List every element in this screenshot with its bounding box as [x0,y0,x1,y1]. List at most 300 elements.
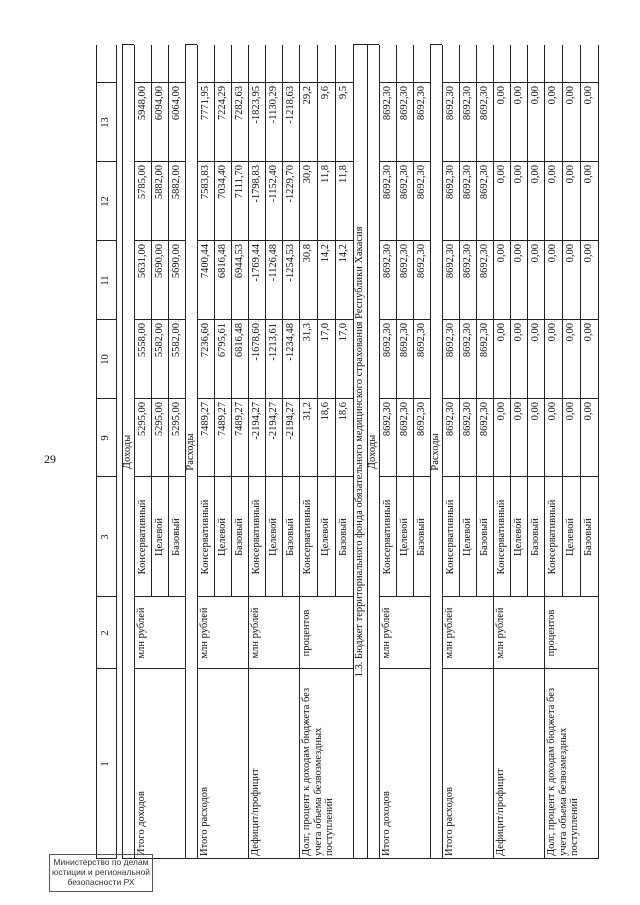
column-divider [544,161,562,162]
value-cell: 0,00 [565,402,576,421]
group-title: Доходы [367,434,378,470]
column-divider [168,161,185,162]
column-divider [510,476,527,477]
header-divider [96,82,116,83]
value-cell: 8692,30 [445,165,456,200]
value-cell: 5582,00 [154,323,165,358]
unit-label: млн рублей [199,607,210,659]
row-indicator-label: Итого расходов [444,787,455,856]
page-number: 29 [44,452,56,466]
column-divider [317,240,335,241]
ministry-stamp [49,854,153,892]
value-cell: 0,00 [530,402,541,421]
column-divider [168,319,185,320]
value-cell: -1678,60 [251,323,262,361]
scenario-label: Консервативный [382,499,393,575]
value-cell: -1218,63 [285,86,296,124]
value-cell: 6944,53 [234,244,245,279]
value-cell: 7282,63 [234,86,245,121]
value-cell: 9,6 [320,86,331,100]
value-cell: 0,00 [513,165,524,184]
column-divider [413,319,430,320]
column-divider [442,240,459,241]
scenario-label: Консервативный [302,499,313,575]
column-divider [197,82,214,83]
value-cell: 0,00 [496,165,507,184]
column-number-header: 11 [100,275,111,286]
stamp-line-1: Министерство по делам [53,857,149,867]
column-divider [231,82,248,83]
scenario-label: Базовый [479,518,490,556]
scenario-label: Консервативный [445,499,456,575]
value-cell: 8692,30 [382,244,393,279]
column-divider [544,398,562,399]
column-divider [231,240,248,241]
scenario-label: Целевой [217,518,228,556]
column-divider [580,240,598,241]
row-indicator-label: Долг, процент к доходам бюджета без учета объема безвозмездных поступлений [301,687,335,856]
column-divider [134,161,151,162]
unit-label: процентов [546,609,557,657]
value-cell: -1234,48 [285,323,296,361]
value-cell: 0,00 [530,323,541,342]
column-divider [197,240,214,241]
header-bottom-line [116,45,117,859]
column-divider [367,44,379,45]
column-divider [248,476,265,477]
value-cell: 8692,30 [382,86,393,121]
value-cell: 6064,00 [171,86,182,121]
column-divider [151,398,168,399]
scenario-label: Базовый [416,518,427,556]
value-cell: 5690,00 [154,244,165,279]
column-divider [379,668,430,669]
unit-label: млн рублей [250,607,261,659]
value-cell: 8692,30 [445,402,456,437]
column-number-header: 10 [100,354,111,365]
value-cell: 0,00 [565,86,576,105]
scenario-label: Целевой [268,518,279,556]
column-divider [476,476,493,477]
column-divider [248,319,265,320]
value-cell: 6816,48 [217,244,228,279]
column-divider [430,858,442,859]
value-cell: 0,00 [530,244,541,263]
column-divider [317,476,335,477]
value-cell: 8692,30 [399,165,410,200]
column-divider [353,44,367,45]
value-cell: 0,00 [583,402,594,421]
column-divider [231,161,248,162]
column-divider [459,476,476,477]
column-divider [282,161,299,162]
column-divider [476,319,493,320]
stamp-line-2: юстиции и региональной [51,867,151,877]
column-divider [231,476,248,477]
column-divider [248,82,265,83]
header-divider [96,668,116,669]
value-cell: 8692,30 [462,165,473,200]
value-cell: 8692,30 [399,244,410,279]
value-cell: 0,00 [513,244,524,263]
value-cell: -1254,53 [285,244,296,282]
row-indicator-label: Итого доходов [136,791,147,856]
value-cell: 5882,00 [154,165,165,200]
column-divider [335,476,353,477]
column-number-header: 1 [100,761,111,767]
column-divider [396,398,413,399]
column-divider [265,319,282,320]
column-divider [367,858,379,859]
value-cell: 11,8 [320,165,331,183]
column-divider [442,476,459,477]
column-divider [493,161,510,162]
column-divider [476,161,493,162]
value-cell: 30,8 [302,244,313,263]
value-cell: 0,00 [513,86,524,105]
value-cell: 0,00 [496,244,507,263]
value-cell: 0,00 [565,323,576,342]
column-divider [510,82,527,83]
row-indicator-label: Дефицит/профицит [250,768,261,856]
header-divider [96,319,116,320]
scenario-label: Консервативный [547,499,558,575]
column-divider [335,398,353,399]
column-divider [151,319,168,320]
value-cell: 0,00 [547,402,558,421]
value-cell: 0,00 [547,86,558,105]
column-divider [214,398,231,399]
column-divider [544,82,562,83]
column-divider [430,44,442,45]
value-cell: 6816,48 [234,323,245,358]
scenario-label: Целевой [399,518,410,556]
value-cell: 8692,30 [462,86,473,121]
value-cell: 31,2 [302,402,313,421]
group-title: Расходы [430,433,441,471]
column-divider [353,858,367,859]
value-cell: -1126,48 [268,244,279,282]
column-divider [317,161,335,162]
header-divider [96,161,116,162]
column-number-header: 3 [100,534,111,540]
scenario-label: Базовый [338,518,349,556]
unit-label: млн рублей [381,607,392,659]
column-divider [493,476,510,477]
column-divider [317,82,335,83]
column-divider [265,240,282,241]
column-divider [527,161,544,162]
value-cell: -1769,44 [251,244,262,282]
value-cell: 8692,30 [445,323,456,358]
value-cell: 8692,30 [416,323,427,358]
column-divider [413,240,430,241]
column-divider [396,476,413,477]
column-divider [510,240,527,241]
value-cell: 8692,30 [416,402,427,437]
column-divider [379,398,396,399]
column-divider [265,398,282,399]
value-cell: 8692,30 [445,86,456,121]
column-divider [299,319,317,320]
column-divider [248,668,299,669]
value-cell: 8692,30 [382,323,393,358]
value-cell: 0,00 [496,402,507,421]
column-divider [544,240,562,241]
column-divider [214,82,231,83]
column-divider [510,319,527,320]
value-cell: 7489,27 [200,402,211,437]
value-cell: 17,0 [320,323,331,342]
value-cell: -1798,83 [251,165,262,203]
value-cell: 8692,30 [462,323,473,358]
rotated-table-page [96,45,618,859]
column-divider [580,319,598,320]
scenario-label: Базовый [234,518,245,556]
column-divider [282,240,299,241]
value-cell: -2194,27 [268,402,279,440]
value-cell: 18,6 [338,402,349,421]
column-divider [580,161,598,162]
value-cell: 8692,30 [382,402,393,437]
column-divider [476,82,493,83]
value-cell: 0,00 [513,323,524,342]
scenario-label: Целевой [565,518,576,556]
column-divider [580,398,598,399]
column-divider [476,398,493,399]
column-divider [231,319,248,320]
value-cell: 7111,70 [234,165,245,199]
value-cell: 0,00 [513,402,524,421]
column-divider [459,240,476,241]
header-divider [96,476,116,477]
scenario-label: Консервативный [200,499,211,575]
column-divider [527,476,544,477]
value-cell: -2194,27 [251,402,262,440]
value-cell: 5295,00 [171,402,182,437]
column-divider [299,668,353,669]
column-divider [493,82,510,83]
column-divider [544,668,598,669]
value-cell: 7236,60 [200,323,211,358]
column-divider [335,161,353,162]
column-number-header: 13 [100,117,111,128]
column-divider [151,82,168,83]
column-divider [493,319,510,320]
scenario-label: Консервативный [137,499,148,575]
column-divider [122,44,134,45]
value-cell: 5631,00 [137,244,148,279]
value-cell: 0,00 [547,323,558,342]
column-divider [282,319,299,320]
value-cell: 8692,30 [416,244,427,279]
value-cell: 8692,30 [416,86,427,121]
column-divider [134,82,151,83]
column-divider [134,476,151,477]
column-divider [442,82,459,83]
value-cell: 7489,27 [234,402,245,437]
value-cell: 8692,30 [399,323,410,358]
column-divider [493,668,544,669]
scenario-label: Целевой [154,518,165,556]
column-divider [493,398,510,399]
budget-forecast-table [96,45,618,859]
column-divider [282,476,299,477]
block-line [598,45,599,859]
row-indicator-label: Долг, процент к доходам бюджета без учета объема безвозмездных поступлений [546,687,580,856]
value-cell: 0,00 [547,165,558,184]
column-divider [214,476,231,477]
column-divider [379,161,396,162]
header-divider [96,596,116,597]
column-number-header: 2 [100,630,111,636]
column-divider [562,161,580,162]
column-number-header: 9 [100,435,111,441]
column-divider [413,82,430,83]
scenario-label: Консервативный [251,499,262,575]
value-cell: 7583,83 [200,165,211,200]
column-divider [459,398,476,399]
value-cell: 0,00 [583,86,594,105]
column-divider [185,44,197,45]
value-cell: -1152,40 [268,165,279,203]
column-divider [379,82,396,83]
column-divider [335,82,353,83]
column-divider [527,82,544,83]
column-divider [197,476,214,477]
value-cell: 8692,30 [479,402,490,437]
column-divider [413,161,430,162]
value-cell: 7224,29 [217,86,228,121]
column-divider [510,398,527,399]
column-divider [442,161,459,162]
row-indicator-label: Итого расходов [199,787,210,856]
column-divider [379,319,396,320]
column-number-header: 12 [100,196,111,207]
column-divider [197,668,248,669]
column-divider [168,476,185,477]
column-divider [299,82,317,83]
value-cell: 0,00 [565,244,576,263]
column-divider [527,240,544,241]
column-divider [168,398,185,399]
stamp-line-3: безопасности РХ [67,877,135,887]
column-divider [299,596,353,597]
scenario-label: Базовый [583,518,594,556]
column-divider [134,319,151,320]
column-divider [580,476,598,477]
column-divider [527,398,544,399]
column-divider [134,668,185,669]
column-divider [459,82,476,83]
value-cell: 7034,40 [217,165,228,200]
column-divider [299,161,317,162]
value-cell: 31,3 [302,323,313,342]
value-cell: 8692,30 [445,244,456,279]
column-divider [317,398,335,399]
column-divider [442,319,459,320]
unit-label: процентов [301,609,312,657]
column-divider [379,240,396,241]
value-cell: 7400,44 [200,244,211,279]
column-divider [134,398,151,399]
scenario-label: Целевой [462,518,473,556]
column-divider [396,319,413,320]
column-divider [214,240,231,241]
column-divider [299,476,317,477]
value-cell: -1823,95 [251,86,262,124]
scenario-label: Консервативный [496,499,507,575]
value-cell: -1213,61 [268,323,279,361]
column-divider [317,319,335,320]
column-divider [442,668,493,669]
value-cell: 0,00 [530,165,541,184]
value-cell: 8692,30 [479,165,490,200]
column-divider [562,476,580,477]
column-divider [248,161,265,162]
column-divider [335,319,353,320]
column-divider [396,161,413,162]
value-cell: 30,0 [302,165,313,184]
scenario-label: Базовый [285,518,296,556]
column-divider [134,596,185,597]
group-title: Расходы [185,433,196,471]
value-cell: 5558,00 [137,323,148,358]
value-cell: 8692,30 [479,86,490,121]
column-divider [544,319,562,320]
column-divider [282,398,299,399]
value-cell: 5582,00 [171,323,182,358]
value-cell: -2194,27 [285,402,296,440]
value-cell: 6094,00 [154,86,165,121]
value-cell: 17,0 [338,323,349,342]
column-divider [185,858,197,859]
value-cell: 8692,30 [399,402,410,437]
column-divider [214,319,231,320]
column-divider [379,596,430,597]
scenario-label: Базовый [530,518,541,556]
value-cell: 8692,30 [399,86,410,121]
column-divider [168,240,185,241]
value-cell: 5690,00 [171,244,182,279]
column-divider [151,476,168,477]
column-divider [510,161,527,162]
value-cell: 5295,00 [137,402,148,437]
value-cell: 0,00 [583,165,594,184]
column-divider [134,240,151,241]
column-divider [197,398,214,399]
column-divider [197,161,214,162]
column-divider [282,82,299,83]
section-title: 1.3. Бюджет территориального фонда обязательного медицинского страхования Республики Хакасия [354,226,365,678]
value-cell: -1229,70 [285,165,296,203]
scenario-label: Целевой [320,518,331,556]
value-cell: 9,5 [338,86,349,100]
row-indicator-label: Итого доходов [381,791,392,856]
group-title: Доходы [122,434,133,470]
column-divider [151,240,168,241]
unit-label: млн рублей [136,607,147,659]
value-cell: 5785,00 [137,165,148,200]
column-divider [527,319,544,320]
column-divider [413,398,430,399]
header-divider [96,398,116,399]
value-cell: 0,00 [583,244,594,263]
column-divider [231,398,248,399]
value-cell: -1130,29 [268,86,279,124]
value-cell: 0,00 [565,165,576,184]
value-cell: 7489,27 [217,402,228,437]
